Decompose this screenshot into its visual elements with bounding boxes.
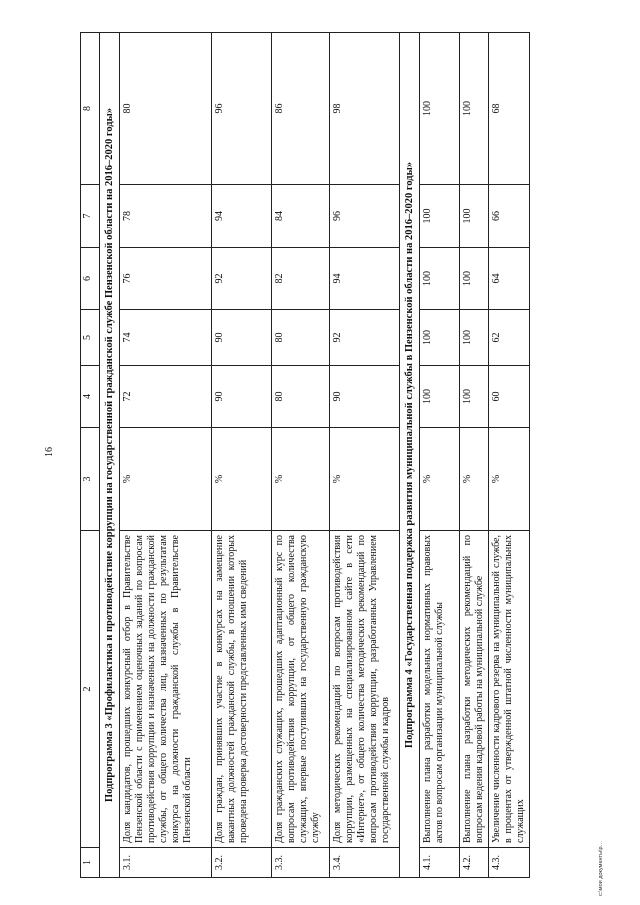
indicator-description: Доля методических рекомендаций по вопросам противодействия коррупции, размещенных на специализированном сайте в сети «Интернет», от общего количества методических рекомендаций по вопросам противодействия коррупции, разработанных Управлением государственной службы и кадров	[330, 531, 400, 848]
unit-cell: %	[330, 428, 400, 531]
indicator-description: Увеличение численности кадрового резерва на муниципальной службе, в процентах от утвержденной штатной численности муниципальных служащих	[489, 531, 530, 848]
value-cell: 100	[420, 366, 460, 428]
value-cell: 82	[272, 248, 330, 310]
subprogram-title: Подпрограмма 3 «Профилактика и противодействие коррупции на государственной гражданской службе Пензенской области на 2016–2020 годы»	[100, 33, 120, 878]
value-cell: 66	[489, 185, 530, 248]
value-cell: 100	[460, 248, 489, 310]
indicator-number: 4.2.	[460, 848, 489, 878]
value-cell: 84	[272, 185, 330, 248]
indicator-row	[120, 33, 212, 878]
indicator-description: Доля гражданских служащих, прошедших адаптационный курс по вопросам противодействия коррупции, от общего количества служащих, впервые поступивших на государственную гражданскую службу	[272, 531, 330, 848]
column-number: 8	[81, 33, 100, 185]
indicator-number: 3.4.	[330, 848, 400, 878]
value-cell: 100	[460, 185, 489, 248]
indicators-table	[80, 32, 530, 878]
value-cell: 80	[272, 366, 330, 428]
indicator-row	[460, 33, 489, 878]
value-cell: 96	[330, 185, 400, 248]
column-number: 4	[81, 366, 100, 428]
unit-cell: %	[212, 428, 272, 531]
value-cell: 94	[330, 248, 400, 310]
indicator-row	[420, 33, 460, 878]
column-number: 7	[81, 185, 100, 248]
unit-cell: %	[420, 428, 460, 531]
column-number: 2	[81, 531, 100, 848]
unit-cell: %	[489, 428, 530, 531]
value-cell: 64	[489, 248, 530, 310]
value-cell: 68	[489, 33, 530, 185]
value-cell: 100	[460, 33, 489, 185]
subprogram-title-row	[100, 33, 120, 878]
value-cell: 90	[330, 366, 400, 428]
value-cell: 92	[330, 310, 400, 366]
subprogram-title: Подпрограмма 4 «Государственная поддержка развития муниципальной службы в Пензенской области на 2016–2020 годы»	[400, 33, 420, 878]
value-cell: 90	[212, 310, 272, 366]
indicator-number: 3.3.	[272, 848, 330, 878]
value-cell: 94	[212, 185, 272, 248]
value-cell: 80	[120, 33, 212, 185]
indicator-description: Доля граждан, принявших участие в конкурсах на замещение вакантных должностей гражданской службы, в отношении которых проведена проверка достоверности представленных ими сведений	[212, 531, 272, 848]
indicator-number: 4.3.	[489, 848, 530, 878]
value-cell: 78	[120, 185, 212, 248]
value-cell: 100	[460, 310, 489, 366]
value-cell: 100	[420, 310, 460, 366]
value-cell: 72	[120, 366, 212, 428]
value-cell: 74	[120, 310, 212, 366]
value-cell: 98	[330, 33, 400, 185]
indicator-row	[330, 33, 400, 878]
value-cell: 100	[460, 366, 489, 428]
indicator-number: 4.1.	[420, 848, 460, 878]
column-number-row	[81, 33, 100, 878]
rotated-page-content	[80, 33, 526, 878]
indicator-row	[489, 33, 530, 878]
value-cell: 80	[272, 310, 330, 366]
value-cell: 60	[489, 366, 530, 428]
indicator-number: 3.2.	[212, 848, 272, 878]
column-number: 6	[81, 248, 100, 310]
unit-cell: %	[272, 428, 330, 531]
indicator-description: Доля кандидатов, прошедших конкурсный отбор в Правительстве Пензенской области с применением оценочных заданий по вопросам противодействия коррупции и назначенных на должности гражданской службы, от общего количества лиц, назначенных по результатам конкурса на должности гражданской службы в Правительстве Пензенской области	[120, 531, 212, 848]
page-number: 16	[44, 447, 55, 457]
indicator-row	[212, 33, 272, 878]
column-number: 5	[81, 310, 100, 366]
indicator-row	[272, 33, 330, 878]
subprogram-title-row	[400, 33, 420, 878]
value-cell: 100	[420, 33, 460, 185]
value-cell: 96	[212, 33, 272, 185]
column-number: 1	[81, 848, 100, 878]
value-cell: 100	[420, 185, 460, 248]
value-cell: 90	[212, 366, 272, 428]
indicator-description: Выполнение плана разработки модельных нормативных правовых актов по вопросам организации муниципальной службы	[420, 531, 460, 848]
column-number: 3	[81, 428, 100, 531]
value-cell: 100	[420, 248, 460, 310]
unit-cell: %	[120, 428, 212, 531]
value-cell: 92	[212, 248, 272, 310]
value-cell: 86	[272, 33, 330, 185]
unit-cell: %	[460, 428, 489, 531]
indicator-description: Выполнение плана разработки методических рекомендаций по вопросам ведения кадровой работы на муниципальной службе	[460, 531, 489, 848]
file-path-footer: c:\мои документы\р…	[598, 840, 604, 896]
value-cell: 62	[489, 310, 530, 366]
value-cell: 76	[120, 248, 212, 310]
indicator-number: 3.1.	[120, 848, 212, 878]
